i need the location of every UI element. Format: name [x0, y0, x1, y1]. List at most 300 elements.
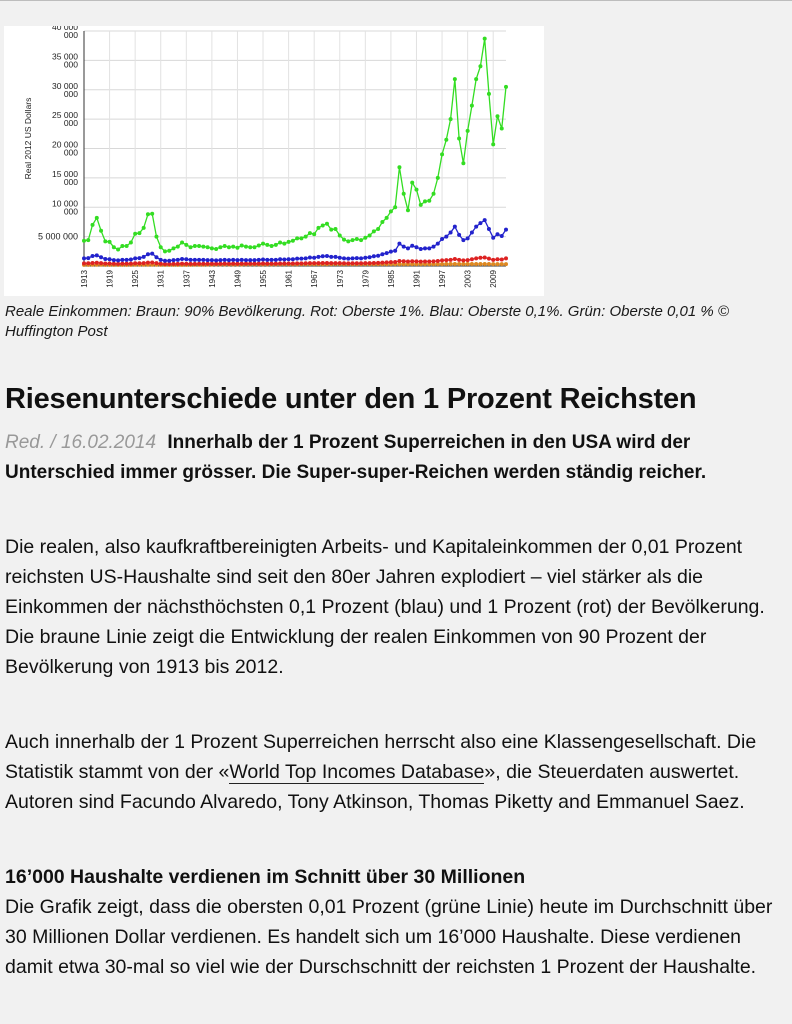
data-point	[487, 262, 491, 266]
data-point	[299, 261, 303, 265]
data-point	[414, 259, 418, 263]
data-point	[491, 262, 495, 266]
article-title: Riesenunterschiede unter den 1 Prozent Reichsten	[5, 383, 697, 415]
data-point	[91, 223, 95, 227]
data-point	[95, 253, 99, 257]
data-point	[478, 64, 482, 68]
data-point	[86, 261, 90, 265]
data-point	[380, 220, 384, 224]
data-point	[495, 257, 499, 261]
data-point	[159, 258, 163, 262]
data-point	[440, 258, 444, 262]
data-point	[453, 262, 457, 266]
paragraph-2-a: Auch innerhalb der 1 Prozent Superreichen herrscht also eine Klassengesellschaft. Die Statistik stammt von der «	[5, 731, 757, 783]
data-point	[457, 262, 461, 266]
y-tick-label: 000	[63, 147, 78, 158]
data-point	[419, 247, 423, 251]
data-point	[346, 261, 350, 265]
data-point	[470, 262, 474, 266]
data-point	[218, 258, 222, 262]
data-point	[133, 256, 137, 260]
paragraph-3-heading: 16’000 Haushalte verdienen im Schnitt über 30 Millionen	[5, 866, 526, 888]
data-point	[184, 243, 188, 247]
data-point	[253, 258, 257, 262]
paragraph-3	[5, 862, 780, 982]
data-point	[478, 221, 482, 225]
data-point	[142, 255, 146, 259]
data-point	[184, 262, 188, 266]
data-point	[137, 261, 141, 265]
data-point	[423, 260, 427, 264]
data-point	[504, 85, 508, 89]
data-point	[253, 245, 257, 249]
data-point	[500, 127, 504, 131]
data-point	[167, 249, 171, 253]
data-point	[142, 261, 146, 265]
data-point	[176, 258, 180, 262]
paragraph-2	[5, 727, 780, 817]
data-point	[363, 236, 367, 240]
data-point	[112, 245, 116, 249]
data-point	[359, 261, 363, 265]
data-point	[189, 258, 193, 262]
data-point	[351, 256, 355, 260]
data-point	[291, 239, 295, 243]
data-point	[248, 245, 252, 249]
data-point	[99, 261, 103, 265]
data-point	[257, 243, 261, 247]
data-point	[491, 142, 495, 146]
data-point	[402, 192, 406, 196]
data-point	[432, 192, 436, 196]
data-point	[142, 226, 146, 230]
data-point	[274, 243, 278, 247]
data-point	[253, 262, 257, 266]
data-point	[154, 255, 158, 259]
y-tick-label: 000	[63, 206, 78, 217]
data-point	[265, 262, 269, 266]
data-point	[172, 246, 176, 250]
data-point	[95, 216, 99, 220]
data-point	[223, 258, 227, 262]
data-point	[444, 138, 448, 142]
data-point	[244, 245, 248, 249]
y-tick-label: 25 000	[52, 110, 78, 121]
data-point	[231, 262, 235, 266]
data-point	[372, 254, 376, 258]
data-point	[112, 258, 116, 262]
data-point	[295, 261, 299, 265]
x-tick-label: 1943	[207, 270, 217, 288]
data-point	[278, 257, 282, 261]
data-point	[483, 255, 487, 259]
data-point	[137, 256, 141, 260]
y-tick-label: 5 000 000	[37, 231, 78, 242]
data-point	[474, 225, 478, 229]
data-point	[193, 262, 197, 266]
data-point	[385, 251, 389, 255]
data-point	[333, 227, 337, 231]
data-point	[500, 262, 504, 266]
data-point	[154, 261, 158, 265]
data-point	[470, 231, 474, 235]
data-point	[444, 235, 448, 239]
data-point	[116, 248, 120, 252]
data-point	[368, 255, 372, 259]
data-point	[329, 261, 333, 265]
data-point	[197, 262, 201, 266]
data-point	[176, 245, 180, 249]
data-point	[427, 199, 431, 203]
data-point	[108, 240, 112, 244]
data-point	[304, 256, 308, 260]
data-point	[321, 223, 325, 227]
data-point	[478, 262, 482, 266]
data-point	[440, 152, 444, 156]
paragraph-3-text: Die Grafik zeigt, dass die obersten 0,01 Prozent (grüne Linie) heute im Durchschnitt über 30 Millionen Dollar verdienen. Es handelt sich um 16’000 Haushalte. Diese verdienen damit etwa 30-mal so viel wie der Durschschnitt der reichsten 1 Prozent der Haushalte.	[5, 896, 773, 978]
x-tick-label: 1925	[131, 270, 141, 288]
data-point	[466, 129, 470, 133]
data-point	[380, 252, 384, 256]
data-point	[214, 258, 218, 262]
data-point	[125, 244, 129, 248]
data-point	[368, 233, 372, 237]
data-point	[133, 261, 137, 265]
data-point	[346, 239, 350, 243]
data-point	[197, 258, 201, 262]
y-tick-label: 000	[63, 59, 78, 70]
data-point	[338, 256, 342, 260]
x-tick-label: 1937	[182, 270, 192, 288]
data-point	[291, 257, 295, 261]
data-point	[414, 245, 418, 249]
data-point	[231, 258, 235, 262]
data-point	[206, 245, 210, 249]
data-point	[342, 261, 346, 265]
data-point	[274, 262, 278, 266]
x-tick-label: 2003	[463, 270, 473, 288]
wtid-link[interactable]: World Top Incomes Database	[229, 761, 485, 783]
data-point	[180, 262, 184, 266]
data-point	[393, 205, 397, 209]
data-point	[402, 259, 406, 263]
data-point	[265, 243, 269, 247]
data-point	[210, 246, 214, 250]
data-point	[137, 231, 141, 235]
data-point	[397, 165, 401, 169]
data-point	[351, 261, 355, 265]
data-point	[210, 262, 214, 266]
data-point	[325, 254, 329, 258]
data-point	[261, 242, 265, 246]
data-point	[453, 257, 457, 261]
data-point	[457, 137, 461, 141]
data-point	[333, 255, 337, 259]
data-point	[500, 234, 504, 238]
data-point	[312, 232, 316, 236]
x-tick-label: 2009	[489, 270, 499, 288]
data-point	[329, 255, 333, 259]
data-point	[91, 261, 95, 265]
data-point	[108, 257, 112, 261]
data-point	[410, 244, 414, 248]
data-point	[206, 262, 210, 266]
income-chart-svg	[4, 26, 544, 296]
data-point	[287, 257, 291, 261]
data-point	[193, 244, 197, 248]
x-tick-label: 1991	[412, 270, 422, 288]
data-point	[116, 258, 120, 262]
data-point	[278, 241, 282, 245]
data-point	[389, 260, 393, 264]
data-point	[316, 261, 320, 265]
data-point	[321, 254, 325, 258]
data-point	[376, 227, 380, 231]
data-point	[82, 256, 86, 260]
y-tick-label: 20 000	[52, 139, 78, 150]
data-point	[278, 261, 282, 265]
data-point	[291, 261, 295, 265]
data-point	[436, 176, 440, 180]
data-point	[461, 238, 465, 242]
data-point	[423, 199, 427, 203]
data-point	[372, 261, 376, 265]
data-point	[312, 261, 316, 265]
data-point	[414, 188, 418, 192]
data-point	[304, 261, 308, 265]
data-point	[466, 258, 470, 262]
data-point	[129, 241, 133, 245]
data-point	[261, 258, 265, 262]
data-point	[150, 212, 154, 216]
data-point	[440, 262, 444, 266]
data-point	[444, 262, 448, 266]
data-point	[91, 254, 95, 258]
article-meta: Red. / 16.02.2014	[5, 432, 157, 453]
data-point	[342, 238, 346, 242]
data-point	[206, 258, 210, 262]
data-point	[466, 236, 470, 240]
data-point	[150, 252, 154, 256]
data-point	[265, 258, 269, 262]
data-point	[372, 229, 376, 233]
y-tick-label: 000	[63, 88, 78, 99]
data-point	[129, 258, 133, 262]
x-tick-label: 1919	[105, 270, 115, 288]
data-point	[495, 262, 499, 266]
income-chart	[4, 26, 544, 296]
data-point	[295, 257, 299, 261]
data-point	[150, 260, 154, 264]
data-point	[474, 262, 478, 266]
data-point	[99, 255, 103, 259]
data-point	[478, 256, 482, 260]
x-tick-label: 1961	[284, 270, 294, 288]
data-point	[218, 245, 222, 249]
data-point	[176, 262, 180, 266]
data-point	[82, 261, 86, 265]
data-point	[274, 258, 278, 262]
data-point	[376, 254, 380, 258]
data-point	[295, 236, 299, 240]
y-tick-label: 000	[63, 118, 78, 129]
data-point	[201, 245, 205, 249]
data-point	[240, 243, 244, 247]
data-point	[449, 117, 453, 121]
data-point	[321, 261, 325, 265]
data-point	[449, 262, 453, 266]
data-point	[180, 257, 184, 261]
data-point	[449, 258, 453, 262]
data-point	[406, 246, 410, 250]
top-divider	[0, 0, 792, 1]
data-point	[257, 258, 261, 262]
data-point	[491, 236, 495, 240]
data-point	[359, 256, 363, 260]
y-tick-label: 000	[63, 176, 78, 187]
x-tick-label: 1997	[438, 270, 448, 288]
data-point	[504, 262, 508, 266]
data-point	[457, 258, 461, 262]
data-point	[299, 257, 303, 261]
data-point	[487, 227, 491, 231]
data-point	[197, 244, 201, 248]
data-point	[385, 216, 389, 220]
data-point	[244, 258, 248, 262]
data-point	[231, 245, 235, 249]
data-point	[125, 262, 129, 266]
data-point	[235, 262, 239, 266]
data-point	[427, 246, 431, 250]
x-tick-label: 1955	[259, 270, 269, 288]
data-point	[389, 209, 393, 213]
data-point	[201, 258, 205, 262]
data-point	[410, 259, 414, 263]
data-point	[316, 255, 320, 259]
data-point	[116, 262, 120, 266]
x-tick-label: 1979	[361, 270, 371, 288]
x-tick-label: 1931	[156, 270, 166, 288]
data-point	[461, 262, 465, 266]
data-point	[270, 262, 274, 266]
data-point	[112, 262, 116, 266]
data-point	[423, 246, 427, 250]
data-point	[457, 233, 461, 237]
data-point	[385, 260, 389, 264]
data-point	[380, 261, 384, 265]
data-point	[449, 231, 453, 235]
data-point	[338, 233, 342, 237]
data-point	[444, 258, 448, 262]
data-point	[500, 258, 504, 262]
data-point	[189, 245, 193, 249]
y-tick-label: 35 000	[52, 51, 78, 62]
data-point	[419, 203, 423, 207]
paragraph-1-a: Die realen, also kaufkraftbereinigten Arbeits- und Kapitaleinkommen der 0,01 Prozent reichsten US-Haushalte sind seit den 80er Jahren explodiert – viel stärker als die Einkommen der nächsthöchsten 0,1 Prozent (blau) und 1 Prozent (rot) der Bevölkerung.	[5, 536, 765, 618]
data-point	[167, 259, 171, 263]
data-point	[163, 249, 167, 253]
data-point	[282, 258, 286, 262]
x-tick-label: 1985	[386, 270, 396, 288]
data-point	[214, 247, 218, 251]
data-point	[491, 258, 495, 262]
data-point	[218, 262, 222, 266]
data-point	[103, 261, 107, 265]
data-point	[351, 238, 355, 242]
data-point	[453, 225, 457, 229]
data-point	[355, 237, 359, 241]
data-point	[248, 258, 252, 262]
data-point	[227, 245, 231, 249]
data-point	[338, 261, 342, 265]
data-point	[410, 181, 414, 185]
data-point	[474, 77, 478, 81]
data-point	[184, 257, 188, 261]
data-point	[355, 256, 359, 260]
data-point	[86, 238, 90, 242]
data-point	[257, 262, 261, 266]
data-point	[287, 240, 291, 244]
y-tick-label: 10 000	[52, 198, 78, 209]
data-point	[120, 262, 124, 266]
data-point	[470, 257, 474, 261]
data-point	[125, 258, 129, 262]
data-point	[308, 231, 312, 235]
article-lead	[5, 428, 775, 488]
data-point	[393, 260, 397, 264]
x-tick-label: 1967	[310, 270, 320, 288]
data-point	[355, 261, 359, 265]
data-point	[495, 232, 499, 236]
data-point	[495, 114, 499, 118]
data-point	[163, 259, 167, 263]
data-point	[393, 249, 397, 253]
data-point	[504, 228, 508, 232]
data-point	[270, 258, 274, 262]
data-point	[389, 250, 393, 254]
data-point	[82, 239, 86, 243]
data-point	[483, 37, 487, 41]
data-point	[282, 262, 286, 266]
data-point	[359, 238, 363, 242]
data-point	[223, 262, 227, 266]
data-point	[329, 228, 333, 232]
lead-text: Innerhalb der 1 Prozent Superreichen in den USA wird der Unterschied immer grösser. Die Super-super-Reichen werden ständig reicher.	[5, 432, 707, 483]
data-point	[483, 218, 487, 222]
data-point	[146, 252, 150, 256]
x-tick-label: 1913	[80, 270, 89, 288]
data-point	[308, 261, 312, 265]
data-point	[474, 256, 478, 260]
data-point	[325, 261, 329, 265]
data-point	[235, 258, 239, 262]
data-point	[436, 242, 440, 246]
data-point	[120, 258, 124, 262]
data-point	[129, 262, 133, 266]
data-point	[86, 256, 90, 260]
data-point	[99, 229, 103, 233]
data-point	[201, 262, 205, 266]
data-point	[146, 261, 150, 265]
y-tick-label: 000	[63, 30, 78, 40]
data-point	[244, 262, 248, 266]
data-point	[406, 208, 410, 212]
data-point	[440, 237, 444, 241]
data-point	[402, 245, 406, 249]
data-point	[368, 261, 372, 265]
data-point	[235, 246, 239, 250]
data-point	[95, 261, 99, 265]
